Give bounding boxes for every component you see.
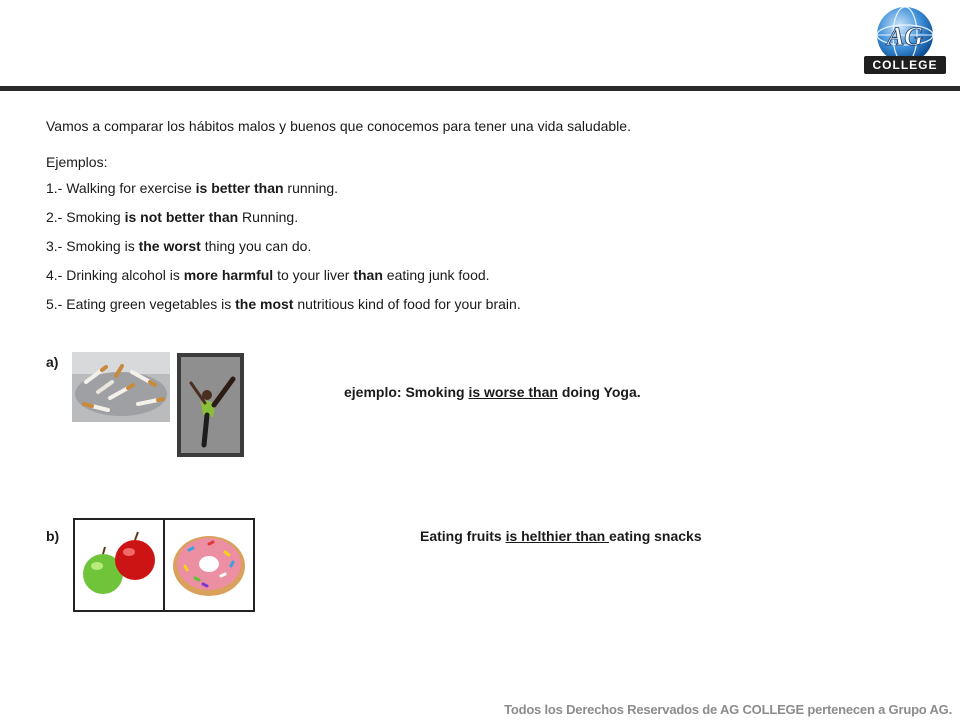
yoga-image [177,353,244,457]
example-line-3: 3.- Smoking is the worst thing you can do. [46,238,312,254]
header-divider [0,86,960,91]
cigarettes-image [72,352,170,422]
section-a-sentence: ejemplo: Smoking is worse than doing Yoga. [344,384,641,400]
food-comparison-frame [73,518,255,612]
section-b-label: b) [46,528,60,544]
examples-heading: Ejemplos: [46,154,108,170]
example-line-4: 4.- Drinking alcohol is more harmful to your liver than eating junk food. [46,267,490,283]
copyright-footer: Todos los Derechos Reservados de AG COLLEGE pertenecen a Grupo AG. [504,702,952,717]
donut-image [165,520,253,610]
section-b-sentence: Eating fruits is helthier than eating snacks [420,528,702,544]
apples-image [75,520,165,610]
example-line-1: 1.- Walking for exercise is better than running. [46,180,339,196]
logo-ag-text: AG [886,22,924,51]
intro-text: Vamos a comparar los hábitos malos y buenos que conocemos para tener una vida saludable. [46,118,631,134]
example-line-2: 2.- Smoking is not better than Running. [46,209,299,225]
section-a-label: a) [46,354,59,370]
logo-wordmark: COLLEGE [864,56,946,74]
example-line-5: 5.- Eating green vegetables is the most nutritious kind of food for your brain. [46,296,521,312]
